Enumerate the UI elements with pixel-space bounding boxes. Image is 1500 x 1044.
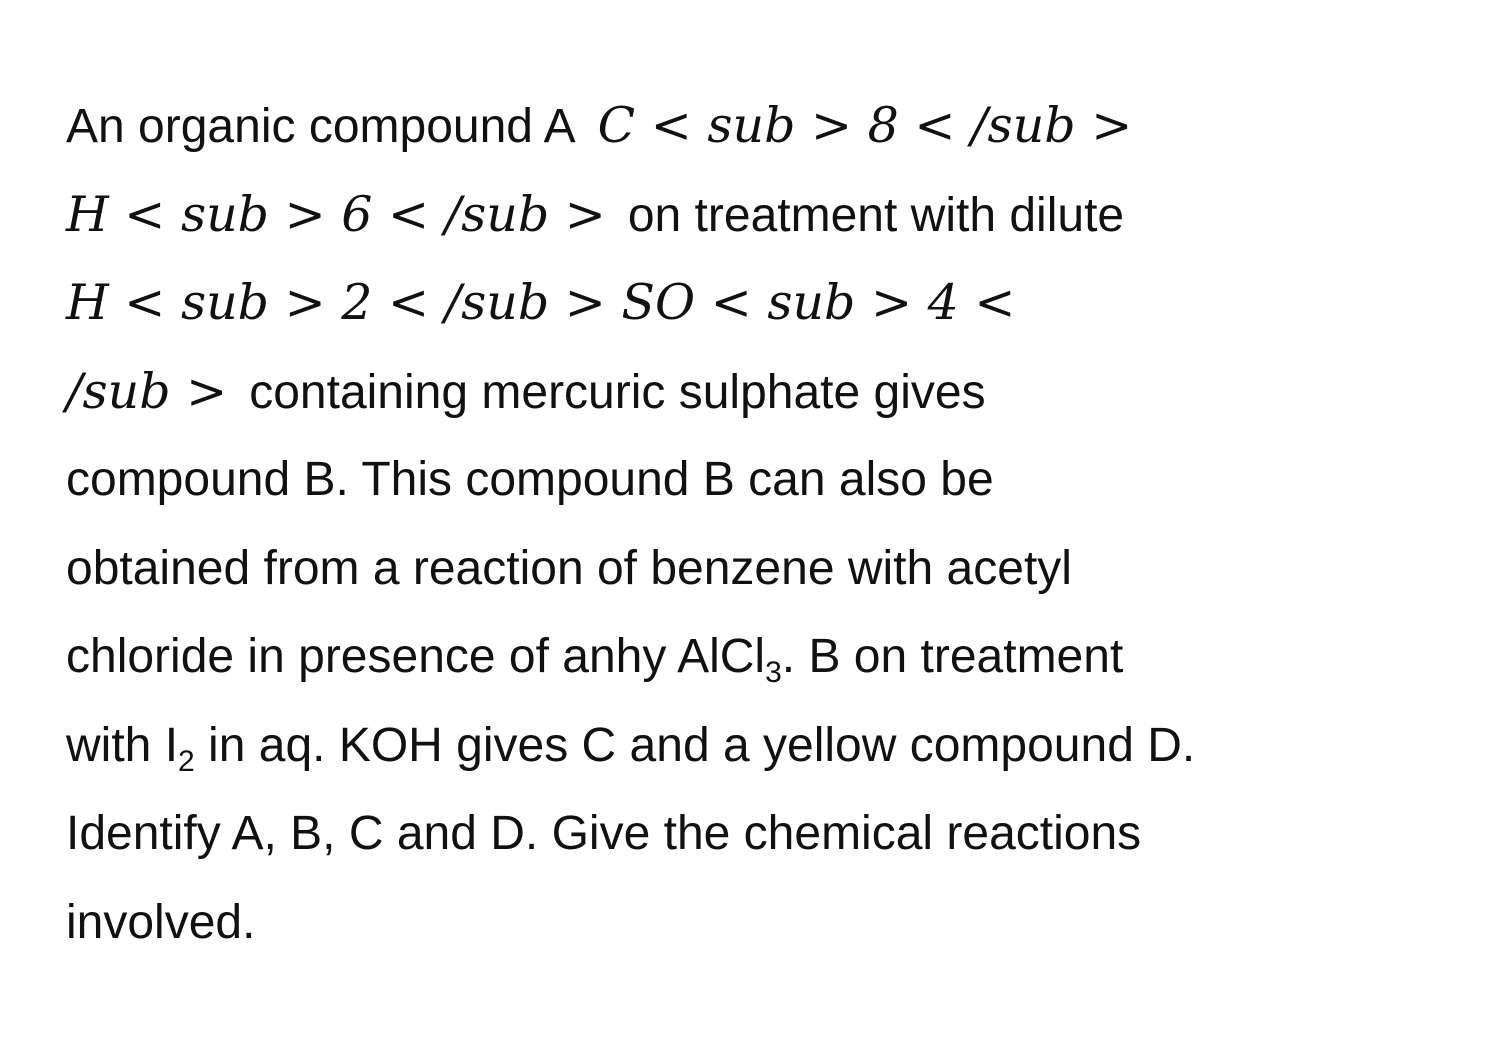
question-line <box>66 613 1466 702</box>
question-text <box>66 82 1466 967</box>
text-run: involved. <box>66 895 256 949</box>
question-line <box>66 348 1466 437</box>
math-formula: /sub > <box>66 362 228 420</box>
text-run: obtained from a reaction of benzene with acetyl <box>66 541 1072 595</box>
subscript: 3 <box>765 656 782 689</box>
math-formula: C < sub > 8 < /sub > <box>597 97 1133 154</box>
question-line <box>66 436 1466 525</box>
text-run: An organic compound A <box>66 100 576 153</box>
text-run: containing mercuric sulphate gives <box>249 365 986 419</box>
question-line <box>66 259 1466 348</box>
text-run: Identify A, B, C and D. Give the chemical reactions <box>66 807 1142 860</box>
text-run: . B on treatment <box>781 630 1124 683</box>
math-formula: H < sub > 2 < /sub > SO < sub > 4 < <box>66 274 1016 331</box>
text-run: with I <box>66 718 179 772</box>
math-formula: H < sub > 6 < /sub > <box>66 185 606 243</box>
subscript: 2 <box>178 744 195 778</box>
text-run: in aq. KOH gives C and a yellow compound D. <box>194 718 1196 772</box>
question-line <box>66 82 1466 171</box>
question-line <box>66 702 1466 791</box>
question-line <box>66 790 1466 879</box>
question-line <box>66 171 1466 260</box>
text-run: chloride in presence of anhy AlCl <box>66 630 766 683</box>
text-run: on treatment with dilute <box>627 188 1125 242</box>
text-run: compound B. This compound B can also be <box>66 453 994 506</box>
question-line <box>66 525 1466 614</box>
question-line <box>66 879 1466 968</box>
